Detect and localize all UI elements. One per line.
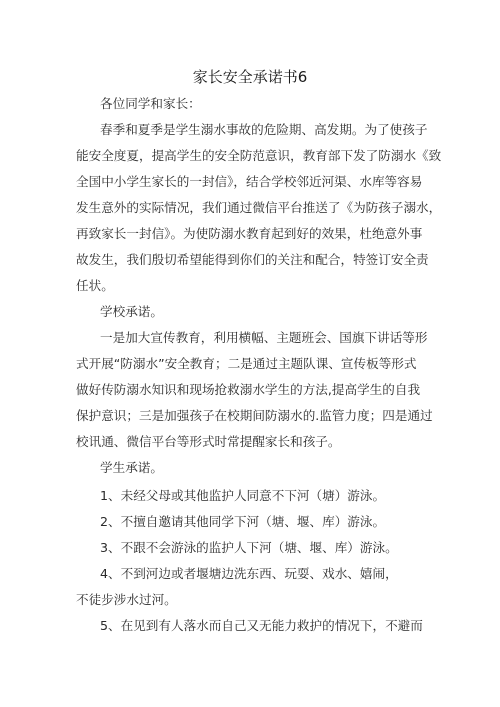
document-title: 家长安全承诺书6 (192, 68, 308, 86)
salutation-line: 各位同学和家长： (100, 96, 201, 111)
paragraph-line: 一是加大宣传教育，利用横幅、主题班会、国旗下讲话等形 (100, 330, 428, 345)
paragraph-line: 再致家长一封信》。为使防溺水教育起到好的效果，杜绝意外事 (76, 226, 423, 241)
list-item: 3、不跟不会游泳的监护人下河（塘、堰、库）游泳。 (100, 540, 398, 555)
list-item: 5、在见到有人落水而自己又无能力救护的情况下，不避而 (100, 618, 423, 633)
paragraph-line: 做好传防溺水知识和现场抢救溺水学生的方法,提高学生的自我 (76, 382, 421, 397)
paragraph-line: 全国中小学生家长的一封信》，结合学校邻近河渠、水库等容易 (76, 174, 423, 189)
paragraph-line: 任状。 (76, 278, 114, 293)
paragraph-line: 式开展“防溺水”安全教育；二是通过主题队课、宣传板等形式 (76, 356, 417, 371)
paragraph-line: 校讯通、微信平台等形式时常提醒家长和孩子。 (76, 434, 341, 449)
section-heading-student: 学生承诺。 (100, 460, 163, 475)
paragraph-line: 故发生，我们殷切希望能得到你们的关注和配合，特签订安全责 (76, 252, 429, 267)
paragraph-line: 发生意外的实际情况，我们通过微信平台推送了《为防孩子溺水， (76, 200, 442, 215)
section-heading-school: 学校承诺。 (100, 304, 163, 319)
paragraph-line: 春季和夏季是学生溺水事故的危险期、高发期。为了使孩子 (100, 122, 428, 137)
list-item: 1、未经父母或其他监护人同意不下河（塘）游泳。 (100, 488, 386, 503)
paragraph-line: 能安全度夏，提高学生的安全防范意识，教育部下发了防溺水《致 (76, 148, 442, 163)
list-item: 4、不到河边或者堰塘边洗东西、玩耍、戏水、嬉闹， (100, 566, 398, 581)
list-item-continuation: 不徒步涉水过河。 (76, 592, 177, 607)
list-item: 2、不擅自邀请其他同学下河（塘、堰、库）游泳。 (100, 514, 386, 529)
paragraph-line: 保护意识；三是加强孩子在校期间防溺水的.监管力度；四是通过 (76, 408, 433, 423)
